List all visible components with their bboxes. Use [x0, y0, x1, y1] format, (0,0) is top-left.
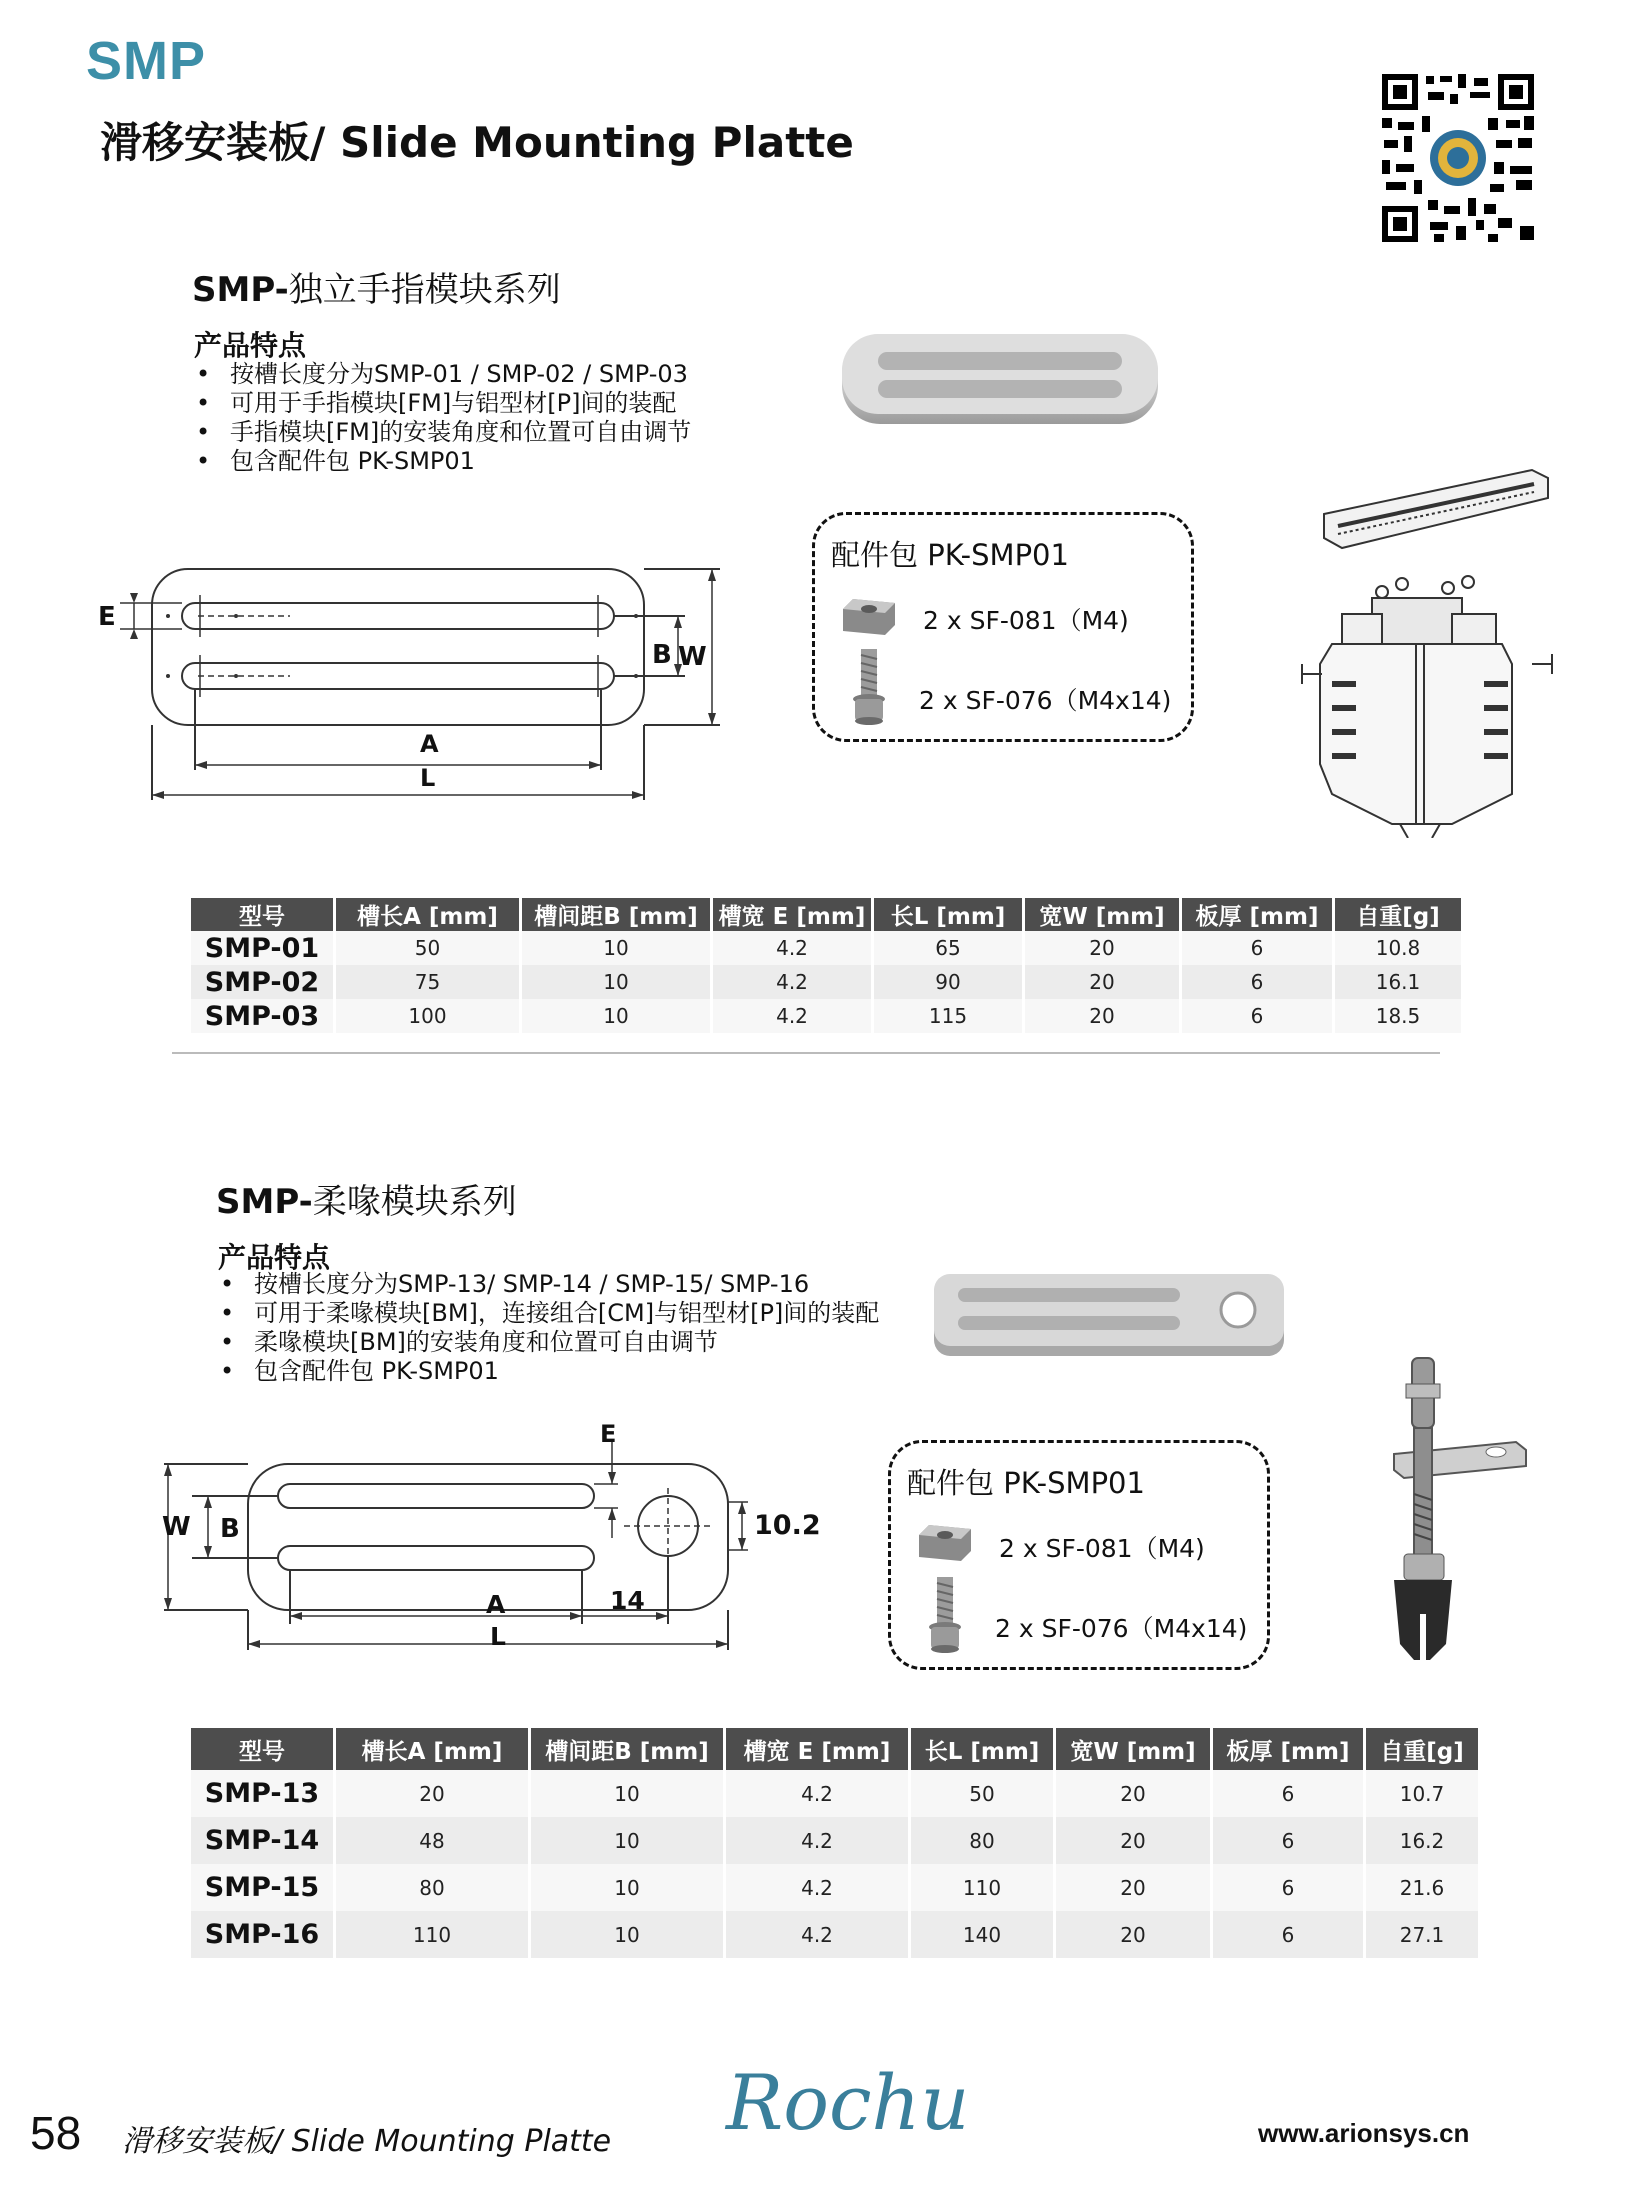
cell: 18.5 — [1335, 999, 1461, 1033]
cell-model: SMP-01 — [191, 931, 333, 965]
brand-label: SMP — [86, 31, 207, 91]
cell: 10 — [522, 965, 710, 999]
kit-title: 配件包 PK-SMP01 — [907, 1466, 1145, 1500]
cell: 10 — [531, 1864, 723, 1911]
dim-label-E: E — [98, 602, 116, 632]
section2-title-rest: 柔喙模块系列 — [312, 1182, 517, 1222]
dim-label-W: W — [162, 1512, 191, 1542]
table-header-width: 宽W [mm] — [1056, 1728, 1210, 1770]
cell: 16.1 — [1335, 965, 1461, 999]
dim-label-E: E — [600, 1420, 617, 1448]
table-header-length: 长L [mm] — [911, 1728, 1053, 1770]
cell: 140 — [911, 1911, 1053, 1958]
table-row — [191, 999, 1461, 1033]
footer-url[interactable]: www.arionsys.cn — [1258, 2118, 1470, 2148]
cell: 6 — [1182, 999, 1332, 1033]
kit-line-1: 2 x SF-081（M4) — [999, 1534, 1205, 1563]
cell: 20 — [1056, 1770, 1210, 1817]
cell: 10.7 — [1366, 1770, 1478, 1817]
table-row — [191, 1864, 1478, 1911]
table-header-slot-spacing: 槽间距B [mm] — [522, 898, 710, 931]
section1-title-rest: 独立手指模块系列 — [288, 270, 561, 310]
kit-box-2 — [888, 1440, 1270, 1670]
cell: 20 — [1056, 1817, 1210, 1864]
table-row — [191, 931, 1461, 965]
cell-model: SMP-13 — [191, 1770, 333, 1817]
cell: 4.2 — [713, 931, 871, 965]
cell: 110 — [911, 1864, 1053, 1911]
feature-item: • 可用于柔喙模块[BM]，连接组合[CM]与铝型材[P]间的装配 — [216, 1299, 879, 1328]
cell: 4.2 — [726, 1911, 908, 1958]
cell: 20 — [1025, 931, 1179, 965]
cell: 6 — [1213, 1864, 1363, 1911]
cell: 50 — [336, 931, 519, 965]
table-header-model: 型号 — [191, 898, 333, 931]
cell: 16.2 — [1366, 1817, 1478, 1864]
cell: 6 — [1213, 1911, 1363, 1958]
table-header-length: 长L [mm] — [874, 898, 1022, 931]
cell: 20 — [1025, 965, 1179, 999]
spec-table-1 — [188, 898, 1464, 1033]
dim-label-W: W — [678, 642, 707, 672]
kit-line-2: 2 x SF-076（M4x14) — [995, 1614, 1248, 1643]
table-header-weight: 自重[g] — [1335, 898, 1461, 931]
feature-item: • 可用于手指模块[FM]与铝型材[P]间的装配 — [192, 389, 691, 418]
cell: 6 — [1182, 965, 1332, 999]
rochu-logo: Rochu — [726, 2058, 970, 2147]
cell: 20 — [1025, 999, 1179, 1033]
dimension-drawing-2 — [148, 1438, 788, 1658]
cell-model: SMP-02 — [191, 965, 333, 999]
cell: 50 — [911, 1770, 1053, 1817]
cell: 21.6 — [1366, 1864, 1478, 1911]
table-header-thickness: 板厚 [mm] — [1213, 1728, 1363, 1770]
cell: 20 — [336, 1770, 528, 1817]
cell: 6 — [1182, 931, 1332, 965]
table-row — [191, 1911, 1478, 1958]
cell: 20 — [1056, 1864, 1210, 1911]
cell-model: SMP-14 — [191, 1817, 333, 1864]
feature-item: • 包含配件包 PK-SMP01 — [216, 1357, 879, 1386]
cell-model: SMP-15 — [191, 1864, 333, 1911]
section1-title — [192, 262, 561, 311]
footer-title: 滑移安装板/ Slide Mounting Platte — [122, 2124, 612, 2159]
table-header-slot-width: 槽宽 E [mm] — [713, 898, 871, 931]
cell: 4.2 — [726, 1864, 908, 1911]
table-row — [191, 1770, 1478, 1817]
table-header-width: 宽W [mm] — [1025, 898, 1179, 931]
page-title: 滑移安装板/ Slide Mounting Platte — [100, 118, 854, 167]
table-header-slot-length: 槽长A [mm] — [336, 898, 519, 931]
table-header-slot-spacing: 槽间距B [mm] — [531, 1728, 723, 1770]
bellows-gripper-image — [1366, 1354, 1546, 1664]
cell-model: SMP-16 — [191, 1911, 333, 1958]
feature-item: • 柔喙模块[BM]的安装角度和位置可自由调节 — [216, 1328, 879, 1357]
cell: 90 — [874, 965, 1022, 999]
page-number: 58 — [30, 2107, 82, 2159]
cell: 4.2 — [713, 965, 871, 999]
cell: 27.1 — [1366, 1911, 1478, 1958]
cell: 20 — [1056, 1911, 1210, 1958]
cell: 10 — [522, 931, 710, 965]
kit-title: 配件包 PK-SMP01 — [831, 538, 1069, 572]
dim-label-A: A — [420, 730, 439, 758]
kit-box-1 — [812, 512, 1194, 742]
cell: 10.8 — [1335, 931, 1461, 965]
screw-icon — [925, 1573, 965, 1655]
cell: 4.2 — [726, 1770, 908, 1817]
cell: 75 — [336, 965, 519, 999]
cell: 110 — [336, 1911, 528, 1958]
section1-features-list — [192, 360, 691, 476]
dim-label-L: L — [490, 1622, 506, 1651]
cell: 48 — [336, 1817, 528, 1864]
plate-product-image — [830, 324, 1170, 436]
table-header-model: 型号 — [191, 1728, 333, 1770]
feature-item: • 按槽长度分为SMP-13/ SMP-14 / SMP-15/ SMP-16 — [216, 1270, 879, 1299]
cell: 115 — [874, 999, 1022, 1033]
feature-item: • 按槽长度分为SMP-01 / SMP-02 / SMP-03 — [192, 360, 691, 389]
nut-icon — [839, 595, 899, 639]
cell: 10 — [531, 1770, 723, 1817]
cell: 65 — [874, 931, 1022, 965]
section1-features-heading: 产品特点 — [194, 329, 307, 362]
spec-table-2 — [188, 1728, 1481, 1958]
qr-code-icon — [1378, 70, 1538, 246]
section2-title — [216, 1174, 517, 1223]
cell: 80 — [336, 1864, 528, 1911]
table-row — [191, 965, 1461, 999]
kit-line-2: 2 x SF-076（M4x14) — [919, 686, 1172, 715]
table-header-slot-length: 槽长A [mm] — [336, 1728, 528, 1770]
nut-icon — [915, 1521, 975, 1565]
table-header-slot-width: 槽宽 E [mm] — [726, 1728, 908, 1770]
plate-product-image — [928, 1270, 1290, 1362]
divider — [172, 1052, 1440, 1054]
dimension-drawing-1 — [90, 555, 740, 810]
cell: 4.2 — [726, 1817, 908, 1864]
kit-line-1: 2 x SF-081（M4) — [923, 606, 1129, 635]
cell: 10 — [531, 1817, 723, 1864]
table-row — [191, 1817, 1478, 1864]
cell: 80 — [911, 1817, 1053, 1864]
cell: 10 — [531, 1911, 723, 1958]
dim-label-B: B — [652, 640, 672, 670]
cell: 4.2 — [713, 999, 871, 1033]
screw-icon — [849, 645, 889, 727]
dim-label-A: A — [486, 1590, 506, 1619]
cell-model: SMP-03 — [191, 999, 333, 1033]
section1-title-prefix: SMP- — [192, 270, 289, 310]
cell: 6 — [1213, 1770, 1363, 1817]
feature-item: • 包含配件包 PK-SMP01 — [192, 447, 691, 476]
dim-label-B: B — [220, 1514, 240, 1544]
gripper-assembly-image — [1272, 464, 1574, 838]
dim-label-10-2: 10.2 — [754, 1510, 821, 1541]
cell: 6 — [1213, 1817, 1363, 1864]
section2-features-list — [216, 1270, 879, 1386]
cell: 10 — [522, 999, 710, 1033]
dim-label-14: 14 — [610, 1586, 645, 1615]
section2-features-heading: 产品特点 — [218, 1241, 331, 1274]
dim-label-L: L — [420, 764, 436, 792]
table-header-thickness: 板厚 [mm] — [1182, 898, 1332, 931]
table-header-weight: 自重[g] — [1366, 1728, 1478, 1770]
cell: 100 — [336, 999, 519, 1033]
section2-title-prefix: SMP- — [216, 1182, 313, 1222]
feature-item: • 手指模块[FM]的安装角度和位置可自由调节 — [192, 418, 691, 447]
